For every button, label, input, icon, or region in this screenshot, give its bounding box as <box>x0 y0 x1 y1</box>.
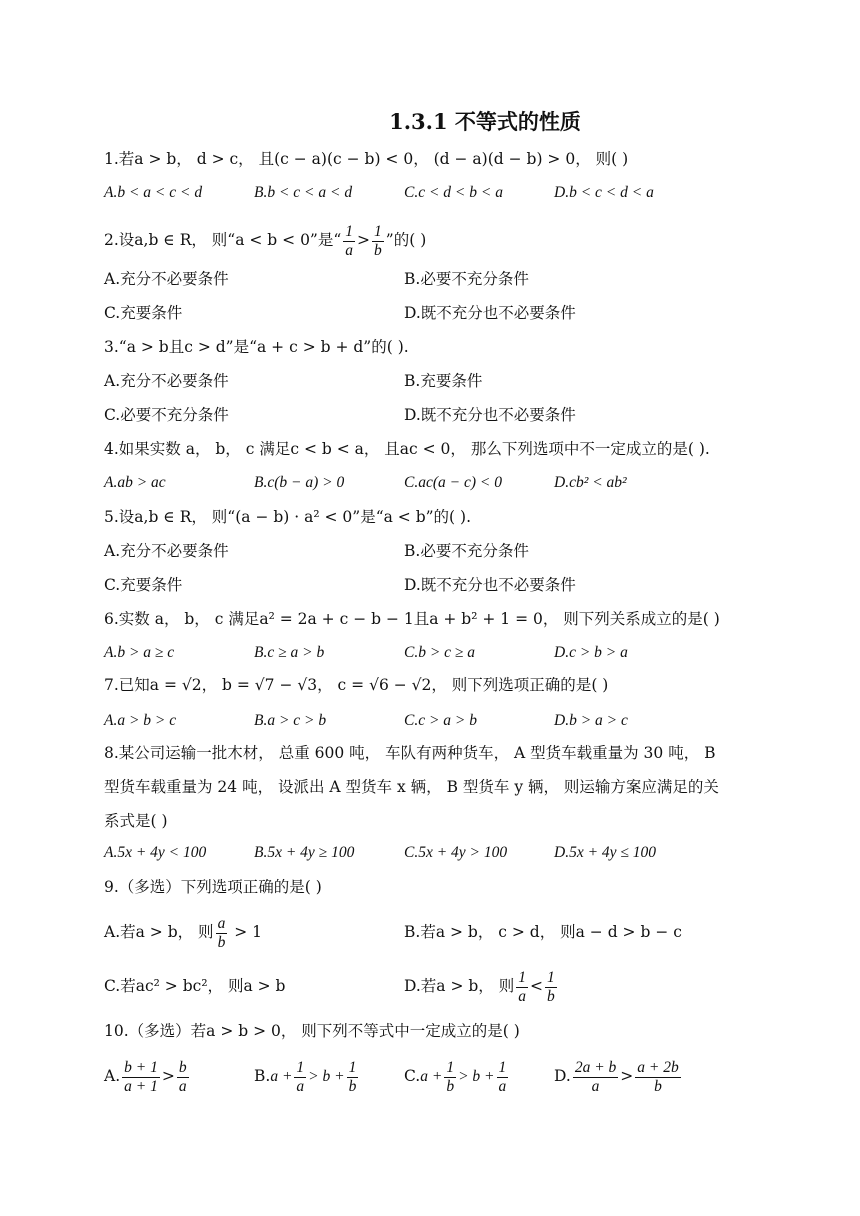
question-10-option-c <box>404 1054 510 1099</box>
option-b-term-2: > b + <box>308 1068 345 1085</box>
question-6-stem: 6.实数 a， b， c 满足a² = 2a + c − b − 1且a + b² + 1 = 0， 则下列关系成立的是( ) <box>104 610 720 628</box>
fraction-denominator: b <box>217 933 226 951</box>
option-a-fraction-2 <box>177 1059 189 1096</box>
question-9-option-c: C.若ac² > bc²， 则a > b <box>104 977 286 995</box>
option-c-fraction-2 <box>497 1059 509 1096</box>
option-label: B. <box>254 1067 271 1085</box>
question-1-option-c: C.c < d < b < a <box>404 184 503 201</box>
option-a-relation: > <box>161 1067 175 1085</box>
question-1-option-d: D.b < c < d < a <box>554 184 654 201</box>
question-3-options-row-2 <box>104 402 744 428</box>
fraction-numerator: 2a + b <box>574 1058 617 1076</box>
option-c-term-1: a + <box>420 1068 443 1085</box>
question-5-option-d: D.既不充分也不必要条件 <box>404 576 576 594</box>
fraction-denominator: b <box>546 987 555 1005</box>
question-7-option-c: C.c > a > b <box>404 712 478 729</box>
fraction-numerator: 1 <box>498 1058 507 1076</box>
question-2-options-row-1 <box>104 266 744 292</box>
option-a-suffix: > 1 <box>229 923 263 941</box>
option-d-fraction-2 <box>635 1059 680 1096</box>
question-7-options <box>104 708 744 734</box>
question-2-stem-pre: 2.设a,b ∈ R， 则“a < b < 0”是“ <box>104 231 342 249</box>
question-9-options-row-2 <box>104 964 744 1008</box>
question-5-option-c: C.充要条件 <box>104 576 183 594</box>
question-3-option-a: A.充分不必要条件 <box>104 372 229 390</box>
option-d-relation: < <box>529 977 543 995</box>
question-5-stem: 5.设a,b ∈ R， 则“(a − b) · a² < 0”是“a < b”的( ). <box>104 508 471 526</box>
option-a-fraction <box>216 915 228 952</box>
question-7-option-b: B.a > c > b <box>254 712 327 729</box>
fraction-numerator: b <box>178 1058 187 1076</box>
question-7-stem: 7.已知a = √2， b = √7 − √3， c = √6 − √2， 则下列选项正确的是( ) <box>104 676 609 694</box>
question-2-option-b: B.必要不充分条件 <box>404 270 529 288</box>
question-6-option-d: D.c > b > a <box>554 644 628 661</box>
question-4-option-a: A.ab > ac <box>104 474 166 491</box>
fraction-denominator: b <box>348 1077 357 1095</box>
question-1-option-a: A.b < a < c < d <box>104 184 203 201</box>
fraction-numerator: 1 <box>546 968 555 986</box>
fraction-numerator: 1 <box>518 968 526 986</box>
question-8-stem-line-1: 8.某公司运输一批木材， 总重 600 吨， 车队有两种货车， A 型货车载重量为 30 吨， B <box>104 744 716 762</box>
fraction-denominator: a <box>591 1077 600 1095</box>
question-9-option-d <box>404 964 559 1008</box>
question-7-option-a: A.a > b > c <box>104 712 177 729</box>
question-3-stem: 3.“a > b且c > d”是“a + c > b + d”的( ). <box>104 338 409 356</box>
question-8-option-a: A.5x + 4y < 100 <box>104 844 207 861</box>
question-4-option-d: D.cb² < ab² <box>554 474 627 491</box>
question-10-options <box>104 1054 744 1098</box>
question-2-stem <box>104 222 426 260</box>
question-2-stem-post: ”的( ) <box>385 231 427 249</box>
question-10-option-d <box>554 1054 683 1098</box>
question-10-option-b <box>254 1054 360 1099</box>
option-a-text: A.若a > b， 则 <box>104 923 214 941</box>
fraction-numerator: 1 <box>345 222 354 240</box>
option-label: C. <box>404 1067 421 1085</box>
option-d-text: D.若a > b， 则 <box>404 977 515 995</box>
option-d-fraction-2 <box>545 969 557 1006</box>
question-5-options-row-1 <box>104 538 744 564</box>
question-9-stem: 9.（多选）下列选项正确的是( ) <box>104 878 322 896</box>
page-title: 1.3.1 不等式的性质 <box>389 109 581 134</box>
question-4-option-b: B.c(b − a) > 0 <box>254 474 345 491</box>
question-6-option-c: C.b > c ≥ a <box>404 644 476 661</box>
question-3-options-row-1 <box>104 368 744 394</box>
question-9-option-b: B.若a > b， c > d， 则a − d > b − c <box>404 923 682 941</box>
fraction-denominator: b <box>446 1077 455 1095</box>
question-8-option-b: B.5x + 4y ≥ 100 <box>254 844 355 861</box>
question-1-option-b: B.b < c < a < d <box>254 184 353 201</box>
question-1-stem: 1.若a > b， d > c， 且(c − a)(c − b) < 0， (d − a)(d − b) > 0， 则( ) <box>104 150 629 168</box>
question-8-option-c: C.5x + 4y > 100 <box>404 844 508 861</box>
fraction-numerator: 1 <box>446 1058 455 1076</box>
question-2-option-a: A.充分不必要条件 <box>104 270 229 288</box>
question-3-option-c: C.必要不充分条件 <box>104 406 229 424</box>
fraction-denominator: b <box>374 241 382 259</box>
fraction-numerator: 1 <box>296 1058 305 1076</box>
question-3-option-b: B.充要条件 <box>404 372 483 390</box>
fraction-denominator: b <box>654 1077 662 1095</box>
fraction-denominator: a + 1 <box>124 1077 158 1095</box>
question-8-stem-line-2: 型货车载重量为 24 吨， 设派出 A 型货车 x 辆， B 型货车 y 辆， 则运输方案应满足的关 <box>104 778 719 796</box>
fraction-denominator: a <box>178 1077 187 1095</box>
question-2-option-c: C.充要条件 <box>104 304 183 322</box>
fraction-numerator: b + 1 <box>124 1058 158 1076</box>
option-d-relation: > <box>620 1067 634 1085</box>
question-2-fraction-1 <box>343 223 355 260</box>
question-5-options-row-2 <box>104 572 744 598</box>
option-b-fraction-1 <box>294 1059 306 1096</box>
question-6-options <box>104 640 744 666</box>
fraction-denominator: a <box>296 1077 305 1095</box>
question-8-stem-line-3: 系式是( ) <box>104 812 168 830</box>
option-c-term-2: > b + <box>458 1068 495 1085</box>
question-10-option-a <box>104 1054 191 1098</box>
fraction-numerator: 1 <box>348 1058 357 1076</box>
question-3-option-d: D.既不充分也不必要条件 <box>404 406 576 424</box>
question-9-options-row-1 <box>104 910 744 954</box>
fraction-denominator: a <box>345 241 354 259</box>
question-2-options-row-2 <box>104 300 744 326</box>
fraction-numerator: a <box>217 914 226 932</box>
option-c-fraction-1 <box>444 1059 456 1096</box>
question-5-option-b: B.必要不充分条件 <box>404 542 529 560</box>
question-4-option-c: C.ac(a − c) < 0 <box>404 474 502 491</box>
question-4-stem: 4.如果实数 a， b， c 满足c < b < a， 且ac < 0， 那么下列选项中不一定成立的是( ). <box>104 440 710 458</box>
question-5-option-a: A.充分不必要条件 <box>104 542 229 560</box>
question-9-option-a <box>104 910 262 954</box>
fraction-denominator: a <box>498 1077 507 1095</box>
fraction-numerator: 1 <box>374 222 382 240</box>
option-d-fraction-1 <box>516 969 528 1006</box>
option-label: A. <box>104 1067 121 1085</box>
question-7-option-d: D.b > a > c <box>554 712 628 729</box>
option-b-fraction-2 <box>347 1059 359 1096</box>
question-2-fraction-2 <box>372 223 384 260</box>
question-2-relation: > <box>357 231 371 249</box>
fraction-numerator: a + 2b <box>637 1058 679 1076</box>
question-8-options <box>104 840 744 866</box>
question-1-options <box>104 180 744 206</box>
option-d-fraction-1 <box>573 1059 618 1096</box>
question-10-stem: 10.（多选）若a > b > 0， 则下列不等式中一定成立的是( ) <box>104 1022 520 1040</box>
question-4-options <box>104 470 744 496</box>
question-6-option-a: A.b > a ≥ c <box>104 644 175 661</box>
fraction-denominator: a <box>518 987 526 1005</box>
option-label: D. <box>554 1067 571 1085</box>
question-2-option-d: D.既不充分也不必要条件 <box>404 304 576 322</box>
option-b-term-1: a + <box>270 1068 293 1085</box>
option-a-fraction-1 <box>122 1059 160 1096</box>
question-6-option-b: B.c ≥ a > b <box>254 644 325 661</box>
question-8-option-d: D.5x + 4y ≤ 100 <box>554 844 657 861</box>
